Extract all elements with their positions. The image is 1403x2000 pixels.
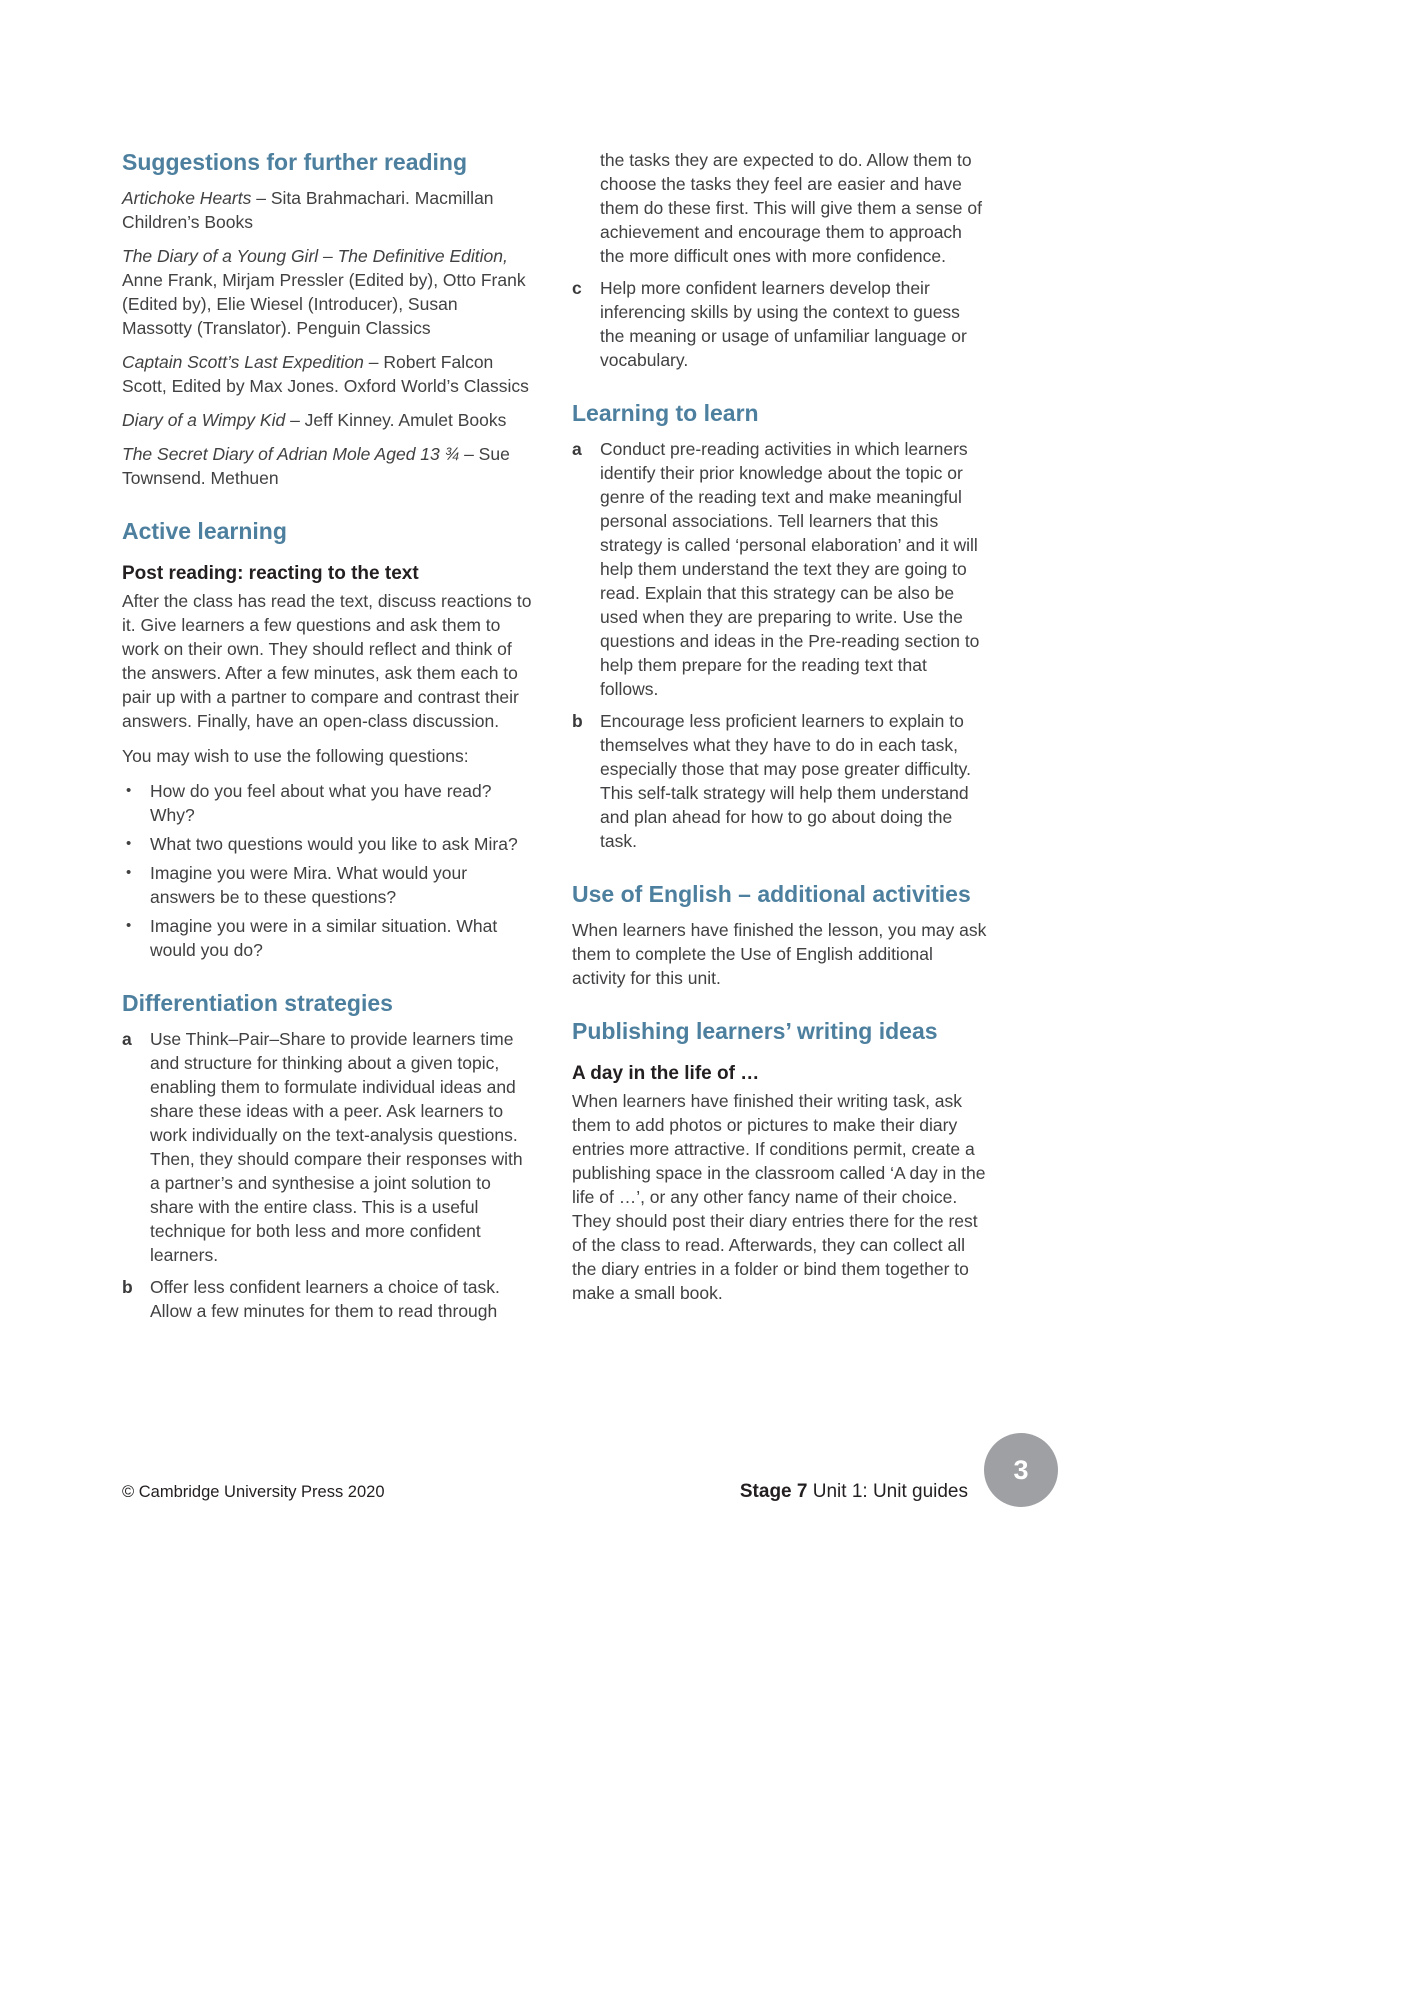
item-letter: c xyxy=(572,278,582,298)
subheading-post-reading: Post reading: reacting to the text xyxy=(122,563,419,584)
continuation-text: the tasks they are expected to do. Allow them to choose the tasks they feel are easier and have them do these first. This will give them a sense of achievement and encourage them to approach the more difficult ones with more confidence. xyxy=(600,150,982,266)
lettered-list xyxy=(122,1027,532,1323)
item-letter: a xyxy=(122,1029,132,1049)
book-authors: – Sita Brahmachari. Macmillan Children’s Books xyxy=(122,188,494,232)
list-item xyxy=(122,779,532,827)
book-reference xyxy=(122,442,532,490)
item-text: Use Think–Pair–Share to provide learners time and structure for thinking about a given topic, enabling them to formulate individual ideas and share these ideas with a peer. Ask learners to work individually on the text-analysis questions. Then, they should compare their responses with a partner’s and synthesise a joint solution to share with the entire class. This is a useful technique for both less and more confident learners. xyxy=(150,1029,523,1265)
book-title: The Secret Diary of Adrian Mole Aged 13 ¾ xyxy=(122,444,460,464)
bullet-text: What two questions would you like to ask Mira? xyxy=(150,834,518,854)
bullet-marker: • xyxy=(126,835,132,852)
item-text: Offer less confident learners a choice of task. Allow a few minutes for them to read through xyxy=(150,1277,500,1321)
book-title: The Diary of a Young Girl – The Definitive Edition, xyxy=(122,246,508,266)
book-authors: – Sue Townsend. Methuen xyxy=(122,444,510,488)
page-number: 3 xyxy=(1013,1454,1029,1485)
bullet-marker: • xyxy=(126,864,132,881)
book-reference xyxy=(122,244,532,340)
book-reference xyxy=(122,350,532,398)
item-text: Encourage less proficient learners to explain to themselves what they have to do in each task, especially those that may pose greater difficulty. This self-talk strategy will help them understand and plan ahead for how to go about doing the task. xyxy=(600,711,971,851)
book-title: Diary of a Wimpy Kid xyxy=(122,410,286,430)
item-letter: b xyxy=(572,711,583,731)
heading-learning-to-learn: Learning to learn xyxy=(572,400,759,426)
book-authors: – Jeff Kinney. Amulet Books xyxy=(285,410,507,430)
page-content xyxy=(122,148,988,1333)
heading-further-reading: Suggestions for further reading xyxy=(122,149,468,175)
list-item xyxy=(122,832,532,856)
bullet-marker: • xyxy=(126,782,132,799)
book-title: Captain Scott’s Last Expedition xyxy=(122,352,364,372)
indent-spacer xyxy=(572,148,600,268)
question-bullet-list xyxy=(122,779,532,962)
continued-list-item xyxy=(572,148,988,268)
item-letter: b xyxy=(122,1277,133,1297)
book-title: Artichoke Hearts xyxy=(122,188,252,208)
bullet-marker: • xyxy=(126,917,132,934)
unit-label: Unit 1: Unit guides xyxy=(807,1481,968,1502)
list-item xyxy=(572,437,988,701)
paragraph: You may wish to use the following questions: xyxy=(122,746,469,766)
book-authors: Anne Frank, Mirjam Pressler (Edited by), Otto Frank (Edited by), Elie Wiesel (Introducer), Susan Massotty (Translator). Penguin Classics xyxy=(122,270,526,338)
list-item xyxy=(572,709,988,853)
footer-breadcrumb xyxy=(740,1481,968,1503)
stage-label: Stage 7 xyxy=(739,1481,808,1502)
lettered-list xyxy=(572,276,988,372)
paragraph: After the class has read the text, discuss reactions to it. Give learners a few questions and ask them to work on their own. They should reflect and think of the answers. After a few minutes, ask them each to pair up with a partner to compare and contrast their answers. Finally, have an open-class discussion. xyxy=(122,591,532,731)
list-item xyxy=(122,914,532,962)
list-item xyxy=(122,1275,532,1323)
item-text: Help more confident learners develop their inferencing skills by using the context to guess the meaning or usage of unfamiliar language or vocabulary. xyxy=(600,278,967,370)
copyright-notice: © Cambridge University Press 2020 xyxy=(122,1483,385,1501)
left-column xyxy=(122,148,532,1333)
heading-active-learning: Active learning xyxy=(122,518,287,544)
paragraph: When learners have finished the lesson, you may ask them to complete the Use of English additional activity for this unit. xyxy=(572,920,987,988)
subheading-a-day-in-the-life: A day in the life of … xyxy=(572,1063,760,1084)
bullet-text: Imagine you were in a similar situation. What would you do? xyxy=(150,916,498,960)
bullet-text: Imagine you were Mira. What would your answers be to these questions? xyxy=(150,863,468,907)
list-item xyxy=(122,861,532,909)
paragraph: When learners have finished their writing task, ask them to add photos or pictures to make their diary entries more attractive. If conditions permit, create a publishing space in the classroom called ‘A day in the life of …’, or any other fancy name of their choice. They should post their diary entries there for the rest of the class to read. Afterwards, they can collect all the diary entries in a folder or bind them together to make a small book. xyxy=(572,1091,986,1303)
book-authors: – Robert Falcon Scott, Edited by Max Jones. Oxford World’s Classics xyxy=(122,352,529,396)
heading-publishing-ideas: Publishing learners’ writing ideas xyxy=(572,1018,938,1044)
book-reference xyxy=(122,408,532,432)
page-footer xyxy=(122,1481,968,1503)
heading-differentiation-strategies: Differentiation strategies xyxy=(122,990,393,1016)
item-letter: a xyxy=(572,439,582,459)
page-number-badge xyxy=(984,1433,1058,1507)
list-item xyxy=(122,1027,532,1267)
lettered-list xyxy=(572,437,988,853)
list-item xyxy=(572,276,988,372)
item-text: Conduct pre-reading activities in which learners identify their prior knowledge about the topic or genre of the reading text and make meaningful personal associations. Tell learners that this strategy is called ‘personal elaboration’ and it will help them understand the text they are going to read. Explain that this strategy can be also be used when they are preparing to write. Use the questions and ideas in the Pre-reading section to help them prepare for the reading text that follows. xyxy=(600,439,980,699)
book-reference xyxy=(122,186,532,234)
heading-use-of-english: Use of English – additional activities xyxy=(572,881,971,907)
bullet-text: How do you feel about what you have read? Why? xyxy=(150,781,492,825)
right-column xyxy=(572,148,988,1333)
